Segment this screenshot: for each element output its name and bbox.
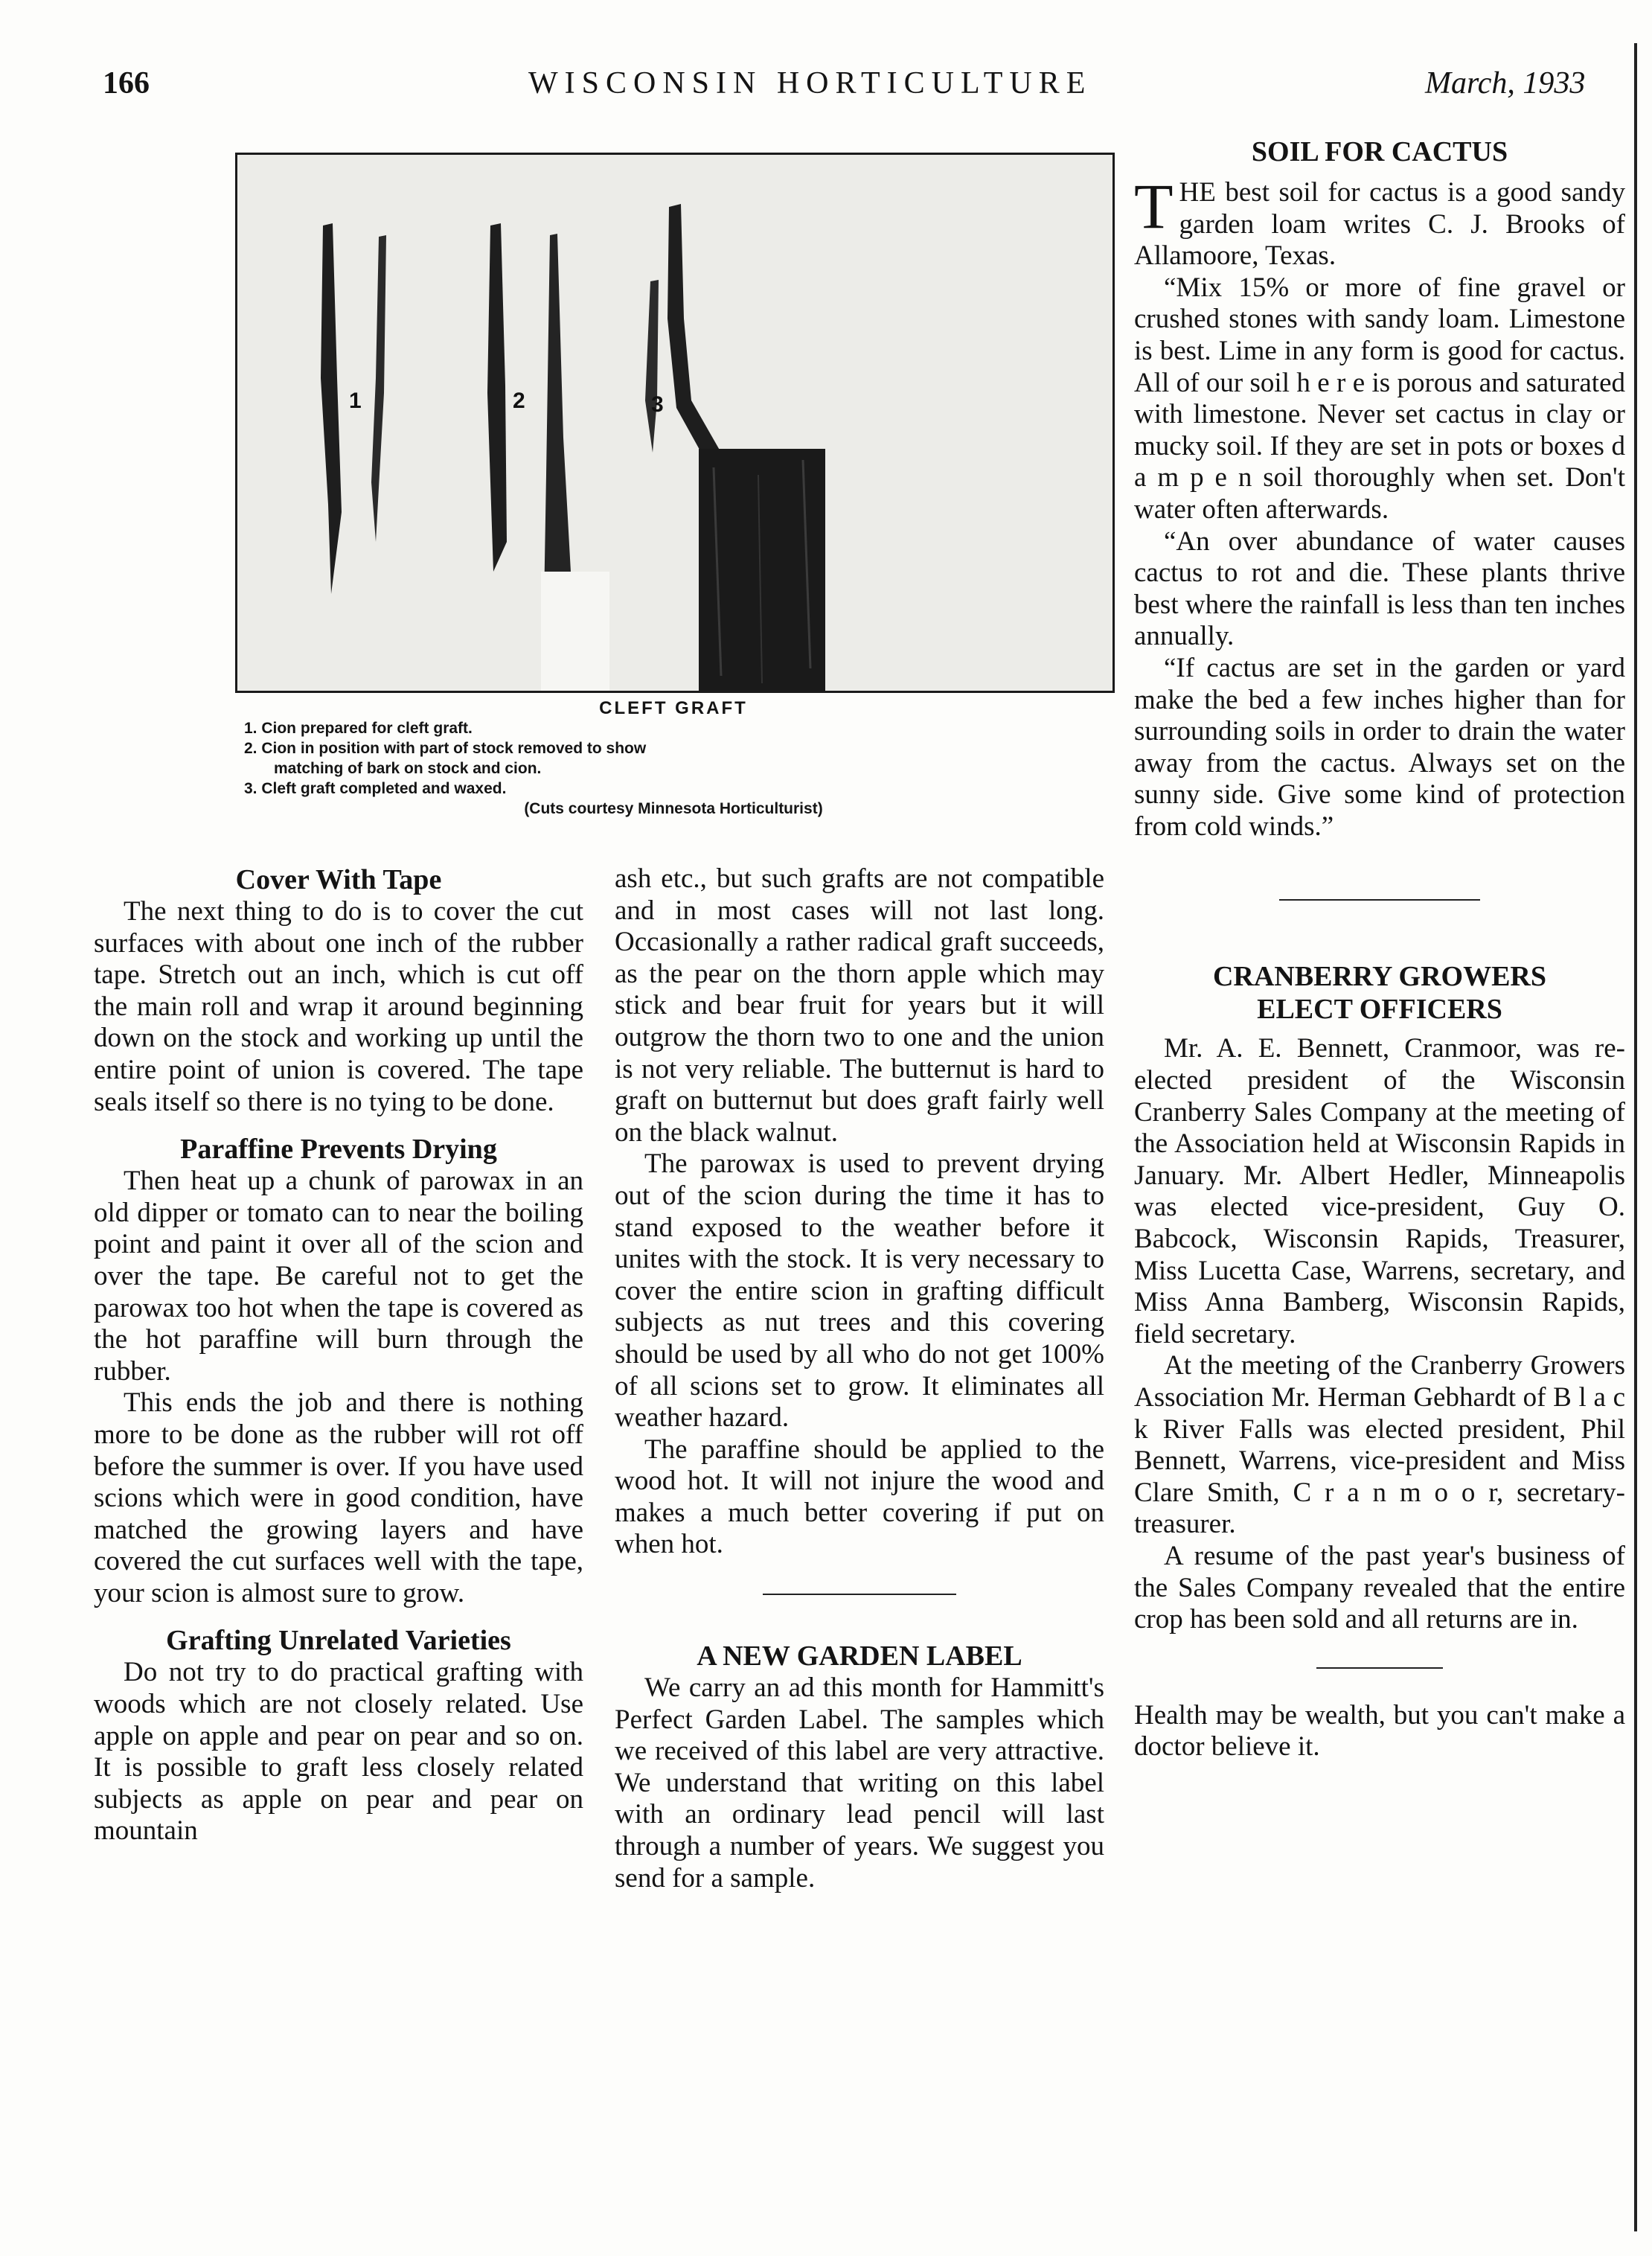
- heading-grafting-unrelated-varieties: Grafting Unrelated Varieties: [166, 1625, 511, 1657]
- figure-caption-line-3: matching of bark on stock and cion.: [274, 760, 542, 777]
- figure-caption-line-4: 3. Cleft graft completed and waxed.: [244, 780, 507, 797]
- article-column-3: [1134, 135, 1625, 1763]
- issue-date: March, 1933: [1425, 66, 1586, 100]
- paragraph: The paraffine should be applied to the wood hot. It will not injure the wood and makes a much better covering if put on when hot.: [615, 1434, 1104, 1560]
- paragraph-lead: [1134, 170, 1625, 272]
- page-number: 166: [103, 66, 150, 100]
- figure-label-1: 1: [349, 389, 362, 413]
- paragraph: Mr. A. E. Bennett, Cranmoor, was re-elected president of the Wisconsin Cranberry Sales Company at the meeting of the Association held at Wisconsin Rapids in January. Mr. Albert Hedler, Minneapolis was elected vice-president, Guy O. Babcock, Wisconsin Rapids, Treasurer, Miss Lucetta Case, Warrens, secretary, and Miss Anna Bamberg, Wisconsin Rapids, field secretary.: [1134, 1033, 1625, 1349]
- paragraph: Do not try to do practical grafting with woods which are not closely related. Use apple on apple and pear on pear and so on. It is possible to graft less closely related subjects as apple on pear and pear on mountain: [94, 1657, 583, 1847]
- paragraph: The parowax is used to prevent drying out of the scion during the time it has to stand exposed to the weather before it unites with the stock. It is very necessary to cover the entire scion in grafting difficult subjects as nut trees and this covering should be used by all who do not get 100% of all scions set to grow. It eliminates all weather hazard.: [615, 1148, 1104, 1434]
- paragraph: “Mix 15% or more of fine gravel or crushed stones with sandy loam. Limestone is best. Lime in any form is good for cactus. All of our soil h e r e is porous and saturated with limestone. Never set cactus in clay or mucky soil. If they are set in pots or boxes d a m p e n soil thoroughly when set. Don't water often afterwards.: [1134, 272, 1625, 525]
- paragraph: “An over abundance of water causes cactus to rot and die. These plants thrive best where the rainfall is less than ten inches annually.: [1134, 525, 1625, 652]
- paragraph: We carry an ad this month for Hammitt's Perfect Garden Label. The samples which we received of this label are very attractive. We understand that writing on this label with an ordinary lead pencil will last through a number of years. We suggest you send for a sample.: [615, 1672, 1104, 1894]
- drop-cap: T: [1134, 170, 1174, 242]
- paragraph: This ends the job and there is nothing more to be done as the rubber will rot off before the summer is over. If you have used scions which were in good condition, have matched the growing layers and have covered the cut surfaces well with the tape, your scion is almost sure to grow.: [94, 1387, 583, 1608]
- paragraph: The next thing to do is to cover the cut surfaces with about one inch of the rubber tape. Stretch out an inch, which is cut off the main roll and wrap it around beginning down on the stock and working up until the entire point of union is covered. The tape seals itself so there is no tying to be done.: [94, 896, 583, 1117]
- figure-caption: [223, 698, 1124, 819]
- paragraph: “If cactus are set in the garden or yard make the bed a few inches higher than for surrounding soils in order to drain the water away from the cactus. Always set on the sunny side. Give some kind of protection from cold winds.”: [1134, 652, 1625, 842]
- heading-soil-for-cactus: SOIL FOR CACTUS: [1251, 136, 1508, 167]
- section-divider: [1279, 899, 1480, 901]
- paragraph-lead-text: HE best soil for cactus is a good sandy garden loam writes C. J. Brooks of Allamoore, Texas.: [1134, 177, 1625, 272]
- section-divider: [1316, 1667, 1443, 1669]
- heading-elect-officers: ELECT OFFICERS: [1257, 994, 1502, 1026]
- paragraph: Then heat up a chunk of parowax in an old dipper or tomato can to near the boiling point and paint it over all of the scion and over the tape. Be careful not to get the parowax too hot when the tape is covered as the hot paraffine will burn through the rubber.: [94, 1166, 583, 1387]
- heading-paraffine-prevents-drying: Paraffine Prevents Drying: [180, 1134, 497, 1166]
- paragraph: A resume of the past year's business of the Sales Company revealed that the entire crop has been sold and all returns are in.: [1134, 1540, 1625, 1635]
- figure-caption-line-2: 2. Cion in position with part of stock removed to show: [244, 740, 647, 757]
- article-column-1: [94, 863, 583, 1847]
- cleft-graft-illustration: [237, 155, 1112, 691]
- article-column-2: [615, 863, 1104, 1894]
- heading-new-garden-label: A NEW GARDEN LABEL: [697, 1640, 1022, 1672]
- section-divider: [763, 1594, 956, 1595]
- paragraph: At the meeting of the Cranberry Growers Association Mr. Herman Gebhardt of B l a c k River Falls was elected president, Phil Bennett, Warrens, vice-president and Miss Clare Smith, C r a n m o o r, secretary-treasurer.: [1134, 1350, 1625, 1540]
- figure-caption-credit: (Cuts courtesy Minnesota Horticulturist): [524, 800, 823, 817]
- figure-caption-title: CLEFT GRAFT: [599, 698, 748, 718]
- cleft-graft-photo: [235, 153, 1115, 693]
- page-edge-rule: [1634, 43, 1637, 2231]
- heading-cranberry-growers: CRANBERRY GROWERS: [1212, 961, 1547, 993]
- stock-2: [541, 572, 609, 691]
- filler-quote: Health may be wealth, but you can't make a doctor believe it.: [1134, 1699, 1625, 1763]
- paragraph: ash etc., but such grafts are not compatible and in most cases will not last long. Occasionally a rather radical graft succeeds, as the pear on the thorn apple which may stick and bear fruit for years but it will outgrow the thorn two to one and the union is not very reliable. The butternut is hard to graft on butternut but does graft fairly well on the black walnut.: [615, 863, 1104, 1148]
- journal-title: WISCONSIN HORTICULTURE: [528, 66, 1092, 100]
- heading-cover-with-tape: Cover With Tape: [235, 864, 442, 895]
- figure-caption-line-1: 1. Cion prepared for cleft graft.: [244, 720, 473, 737]
- figure-label-3: 3: [651, 392, 664, 417]
- figure-label-2: 2: [513, 389, 525, 413]
